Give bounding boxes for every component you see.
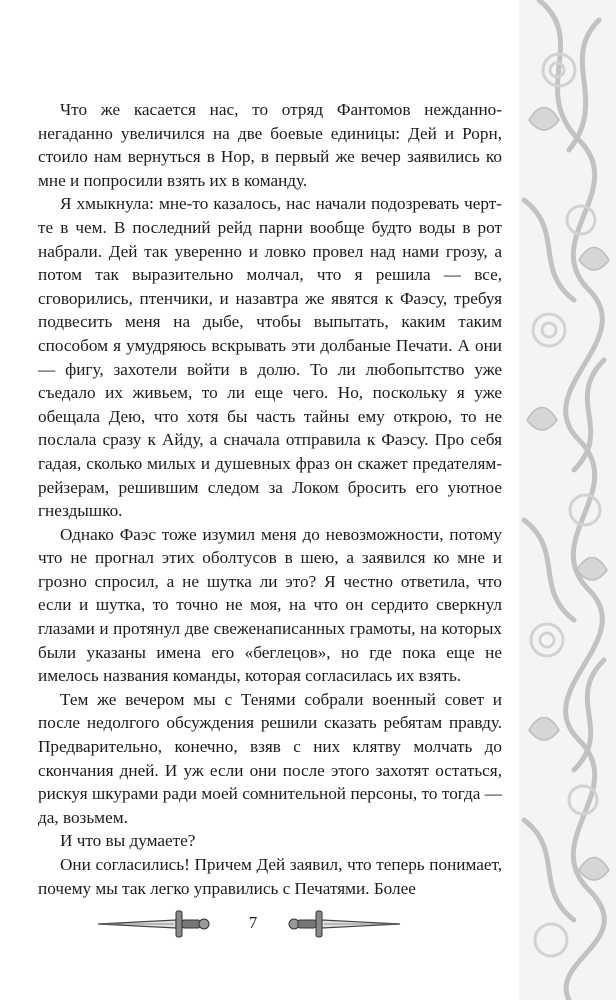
right-sword-icon [282,907,402,941]
paragraph-3: Однако Фаэс тоже изумил меня до невозможности, потому что не прогнал этих оболтусов в шею, а заявился ко мне и грозно спросил, а не шутка ли это? Я честно ответила, что если и шутка, то точно не моя, на что он сердито сверкнул глазами и протянул две свеженаписанных грамоты, на которых были указаны имена его «беглецов», но где пока еще не имелось названия команды, которая согласилась их взять. [38,524,502,686]
paragraph-4: Тем же вечером мы с Тенями собрали военный совет и после недолгого обсуждения решили сказать ребятам правду. Предварительно, конечно, взяв с них клятву молчать до скончания дней. И уж если они после этого захотят остаться, рискуя шкурами ради моей сомнительной персоны, то тогда — да, возьмем. [38,689,502,827]
paragraph-2: Я хмыкнула: мне-то казалось, нас начали подозревать черт-те в чем. В последний рейд парни вообще будто воды в рот набрали. Дей так уверенно и ловко провел над нами грозу, а потом так выразительно молчал, что я решила — все, сговорились, птенчики, и назавтра же явятся к Фаэсу, требуя подвесить меня на дыбе, чтобы выпытать, каким таким способом я умудряюсь вскрывать эти долбаные Печати. А они — фигу, захотели войти в долю. То ли любопытство уже съедало их живьем, то ли еще чего. Но, поскольку я уже обещала Дею, что хотя бы часть тайны ему открою, то не послала сразу к Айду, а сначала отправила к Фаэсу. Про себя гадая, сколько милых и душевных фраз он скажет предателям-рейзерам, решившим следом за Локом бросить его уютное гнездышко. [38,194,502,521]
paragraph-5: И что вы думаете? [60,831,196,851]
page-body-text [38,98,502,900]
floral-pattern-icon [519,0,616,1000]
page-footer [0,905,520,947]
paragraph-6: Они согласились! Причем Дей заявил, что теперь понимает, почему мы так легко управились с Печатями. Более [38,855,502,898]
paragraph-1: Что же касается нас, то отряд Фантомов нежданно-негаданно увеличился на две боевые единицы: Дей и Рорн, стоило нам вернуться в Нор, в первый же вечер заявились ко мне и попросили взять их в команду. [38,100,502,190]
floral-border-ornament [519,0,616,1000]
left-sword-icon [96,907,216,941]
page-number: 7 [248,913,258,932]
